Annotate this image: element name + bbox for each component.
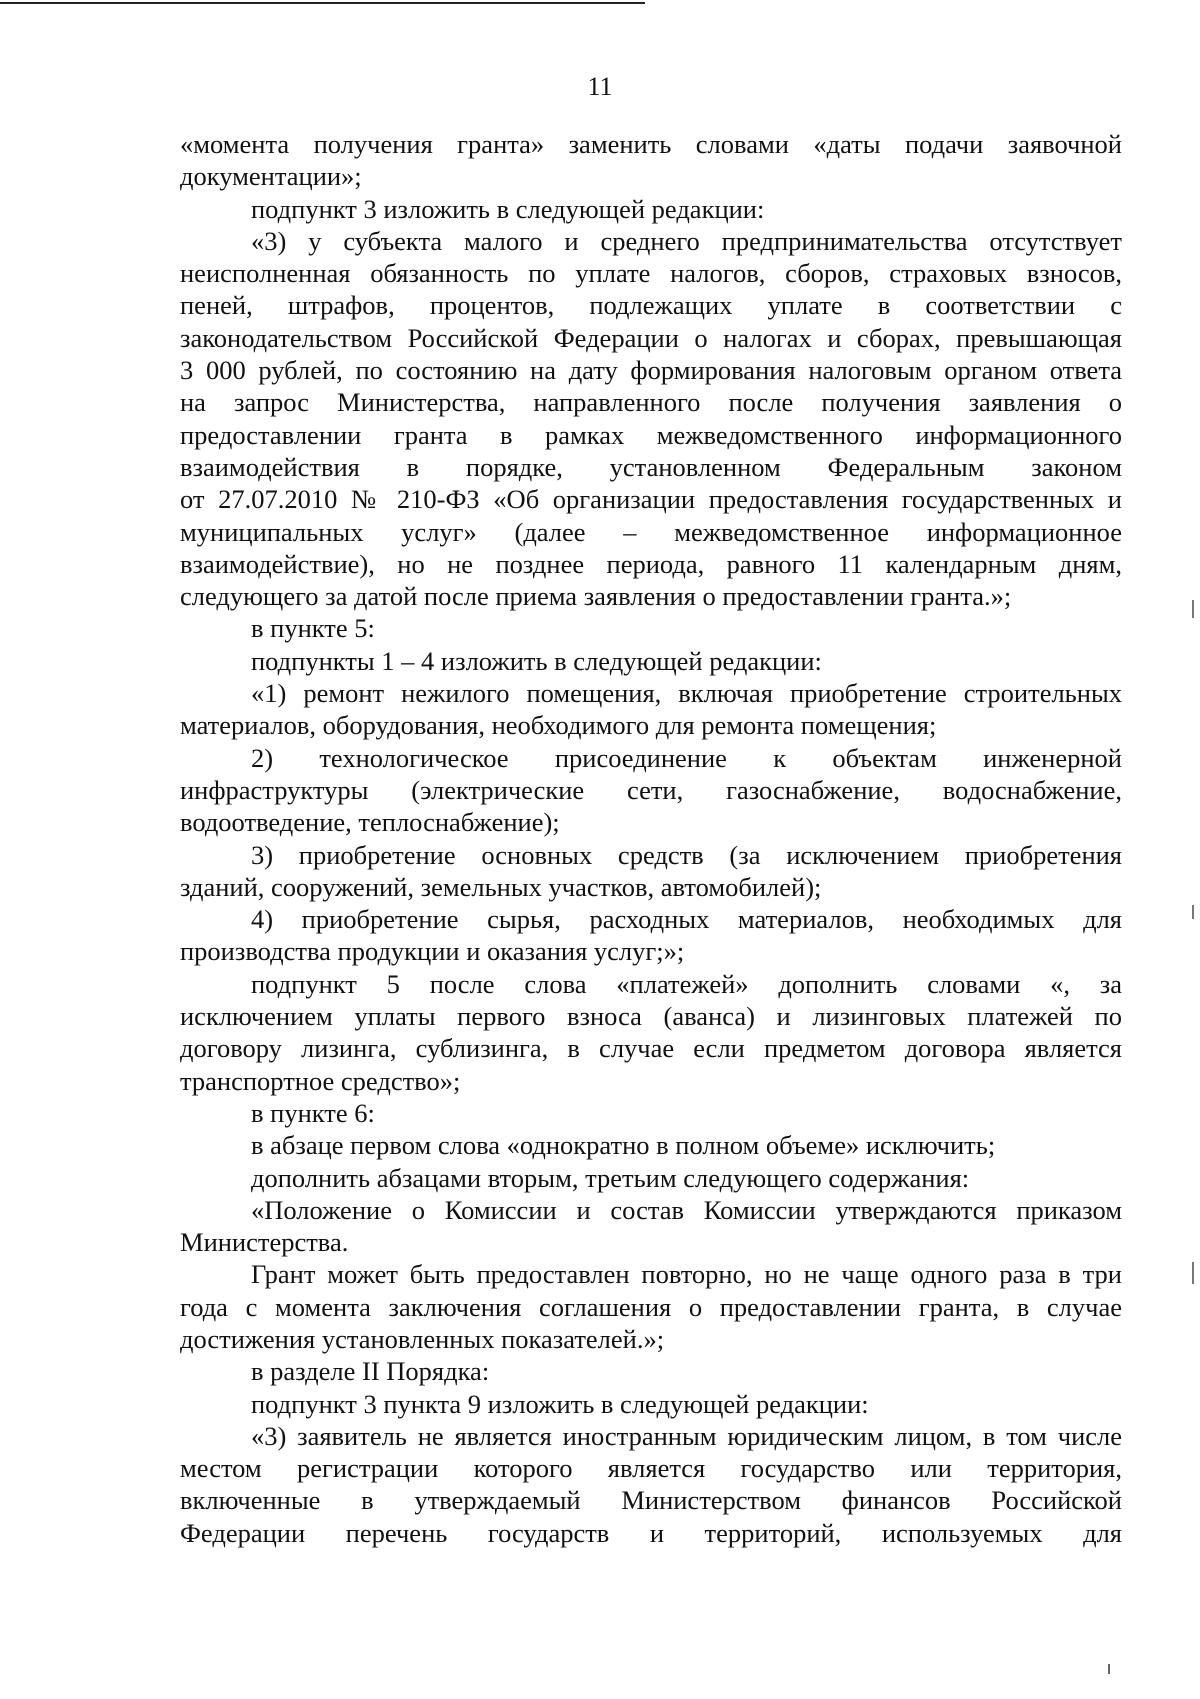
text-line: достижения установленных показателей.»; — [180, 1323, 665, 1354]
scan-margin-mark — [1192, 600, 1194, 618]
scan-bottom-mark — [1108, 1664, 1110, 1674]
text-line: в абзаце первом слова «однократно в полном объеме» исключить; — [251, 1130, 996, 1161]
text-line: 3) приобретение основных средств (за исключением приобретения — [251, 839, 1122, 870]
text-line: 2) технологическое присоединение к объектам инженерной — [251, 742, 1122, 773]
text-line: законодательством Российской Федерации о налогах и сборах, превышающая — [180, 322, 1122, 353]
page-number: 11 — [587, 72, 613, 101]
text-line: «момента получения гранта» заменить словами «даты подачи заявочной — [180, 129, 1122, 159]
text-line: взаимодействие), но не позднее периода, равного 11 календарным дням, — [180, 548, 1122, 579]
text-line: производства продукции и оказания услуг;»; — [180, 936, 685, 967]
text-line: документации»; — [180, 161, 362, 192]
text-line: 4) приобретение сырья, расходных материалов, необходимых для — [251, 904, 1122, 935]
text-line: подпункты 1 – 4 изложить в следующей редакции: — [251, 645, 822, 676]
scan-top-rule — [0, 2, 645, 4]
text-line: подпункт 3 изложить в следующей редакции: — [251, 193, 765, 224]
text-line: следующего за датой после приема заявления о предоставлении гранта.»; — [180, 581, 1012, 612]
text-line: взаимодействия в порядке, установленном Федеральным законом — [180, 451, 1122, 482]
text-line: в пункте 5: — [251, 613, 375, 644]
text-line: года с момента заключения соглашения о предоставлении гранта, в случае — [180, 1291, 1122, 1322]
document-body — [180, 128, 1122, 1549]
text-line: «Положение о Комиссии и состав Комиссии утверждаются приказом — [251, 1194, 1122, 1225]
text-line: предоставлении гранта в рамках межведомственного информационного — [180, 419, 1122, 450]
text-line: исключением уплаты первого взноса (аванса) и лизинговых платежей по — [180, 1001, 1122, 1032]
text-line: подпункт 3 пункта 9 изложить в следующей редакции: — [251, 1388, 869, 1419]
scan-margin-mark — [1192, 1262, 1194, 1284]
text-line: «3) заявитель не является иностранным юридическим лицом, в том числе — [251, 1420, 1122, 1451]
text-line: 3 000 рублей, по состоянию на дату формирования налоговым органом ответа — [180, 355, 1122, 386]
text-line: на запрос Министерства, направленного после получения заявления о — [180, 387, 1122, 418]
text-line: Федерации перечень государств и территорий, используемых для — [180, 1517, 1122, 1548]
text-line: Грант может быть предоставлен повторно, но не чаще одного раза в три — [251, 1259, 1122, 1290]
text-line: от 27.07.2010 № 210-ФЗ «Об организации предоставления государственных и — [180, 484, 1122, 515]
text-line: местом регистрации которого является государство или территория, — [180, 1453, 1122, 1484]
text-line: включенные в утверждаемый Министерством финансов Российской — [180, 1485, 1122, 1516]
text-line: водоотведение, теплоснабжение); — [180, 807, 560, 838]
text-line: материалов, оборудования, необходимого для ремонта помещения; — [180, 710, 937, 741]
text-line: «1) ремонт нежилого помещения, включая приобретение строительных — [251, 678, 1122, 709]
text-line: в разделе II Порядка: — [251, 1356, 490, 1387]
text-line: в пункте 6: — [251, 1097, 375, 1128]
text-line: дополнить абзацами вторым, третьим следующего содержания: — [251, 1162, 970, 1193]
scan-margin-mark — [1192, 905, 1194, 919]
text-line: транспортное средство»; — [180, 1065, 461, 1096]
text-line: неисполненная обязанность по уплате налогов, сборов, страховых взносов, — [180, 258, 1122, 289]
text-line: Министерства. — [180, 1227, 349, 1258]
text-line: зданий, сооружений, земельных участков, автомобилей); — [180, 871, 822, 902]
text-line: подпункт 5 после слова «платежей» дополнить словами «, за — [251, 968, 1122, 999]
text-line: «3) у субъекта малого и среднего предпринимательства отсутствует — [251, 225, 1122, 256]
text-line: пеней, штрафов, процентов, подлежащих уплате в соответствии с — [180, 290, 1122, 321]
text-line: муниципальных услуг» (далее – межведомственное информационное — [180, 516, 1122, 547]
text-line: договору лизинга, сублизинга, в случае если предметом договора является — [180, 1033, 1122, 1064]
text-line: инфраструктуры (электрические сети, газоснабжение, водоснабжение, — [180, 774, 1122, 805]
